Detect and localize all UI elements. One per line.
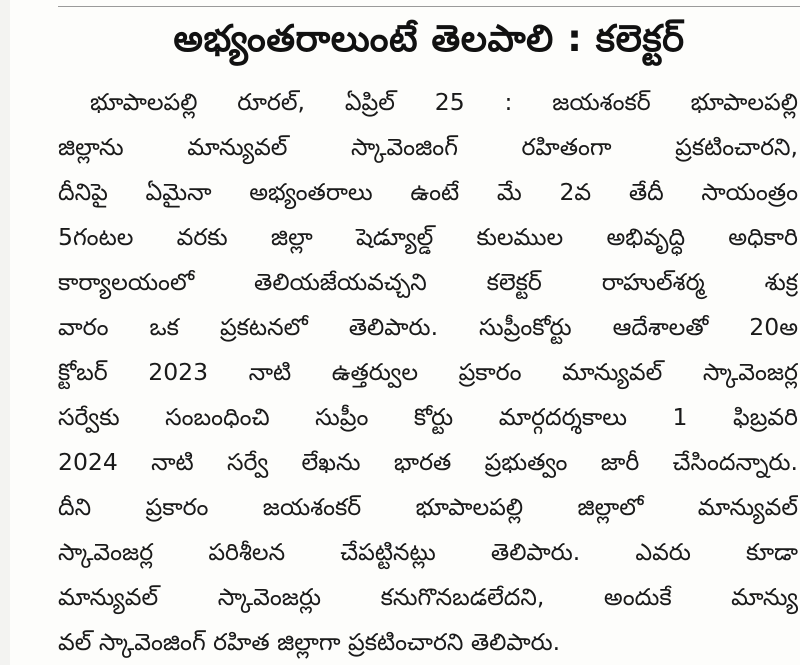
article-line: వారం ఒక ప్రకటనలో తెలిపారు. సుప్రీంకోర్టు ఆదేశాలతో 20అ [58, 313, 798, 341]
headline: అభ్యంతరాలుంటే తెలపాలి : కలెక్టర్ [173, 17, 685, 60]
article-line: వల్ స్కావెంజింగ్ రహిత జిల్లాగా ప్రకటించారని తెలిపారు. [58, 628, 561, 656]
article-line: దీని ప్రకారం జయశంకర్ భూపాలపల్లి జిల్లాలో మాన్యువల్ [58, 493, 798, 521]
article-line: భూపాలపల్లి రూరల్, ఏప్రిల్ 25 : జయశంకర్ భూపాలపల్లి [90, 88, 798, 116]
top-divider [58, 6, 800, 7]
article-line: స్కావెంజర్ల పరిశీలన చేపట్టినట్లు తెలిపారు. ఎవరు కూడా [58, 538, 798, 566]
article-line: 2024 నాటి సర్వే లేఖను భారత ప్రభుత్వం జారీ చేసిందన్నారు. [58, 448, 798, 476]
page-edge [0, 0, 10, 665]
article-line: దీనిపై ఏమైనా అభ్యంతరాలు ఉంటే మే 2వ తేదీ సాయంత్రం [58, 178, 798, 206]
article-line: కార్యాలయంలో తెలియజేయవచ్చని కలెక్టర్ రాహుల్‌శర్మ శుక్ర [58, 268, 798, 296]
article-line: మాన్యువల్ స్కావెంజర్లు కనుగొనబడలేదని, అందుకే మాన్యు [58, 583, 798, 611]
article-line: సర్వేకు సంబంధించి సుప్రీం కోర్టు మార్గదర్శకాలు 1 ఫిబ్రవరి [58, 403, 798, 431]
article-line: 5గంటల వరకు జిల్లా షెడ్యూల్డ్ కులముల అభివృద్ధి అధికారి [58, 223, 798, 251]
article-line: జిల్లాను మాన్యువల్ స్కావెంజింగ్ రహితంగా ప్రకటించారని, [58, 133, 798, 161]
article-line: క్టోబర్ 2023 నాటి ఉత్తర్వుల ప్రకారం మాన్యువల్ స్కావెంజర్ల [58, 358, 798, 386]
article-body [58, 80, 798, 665]
